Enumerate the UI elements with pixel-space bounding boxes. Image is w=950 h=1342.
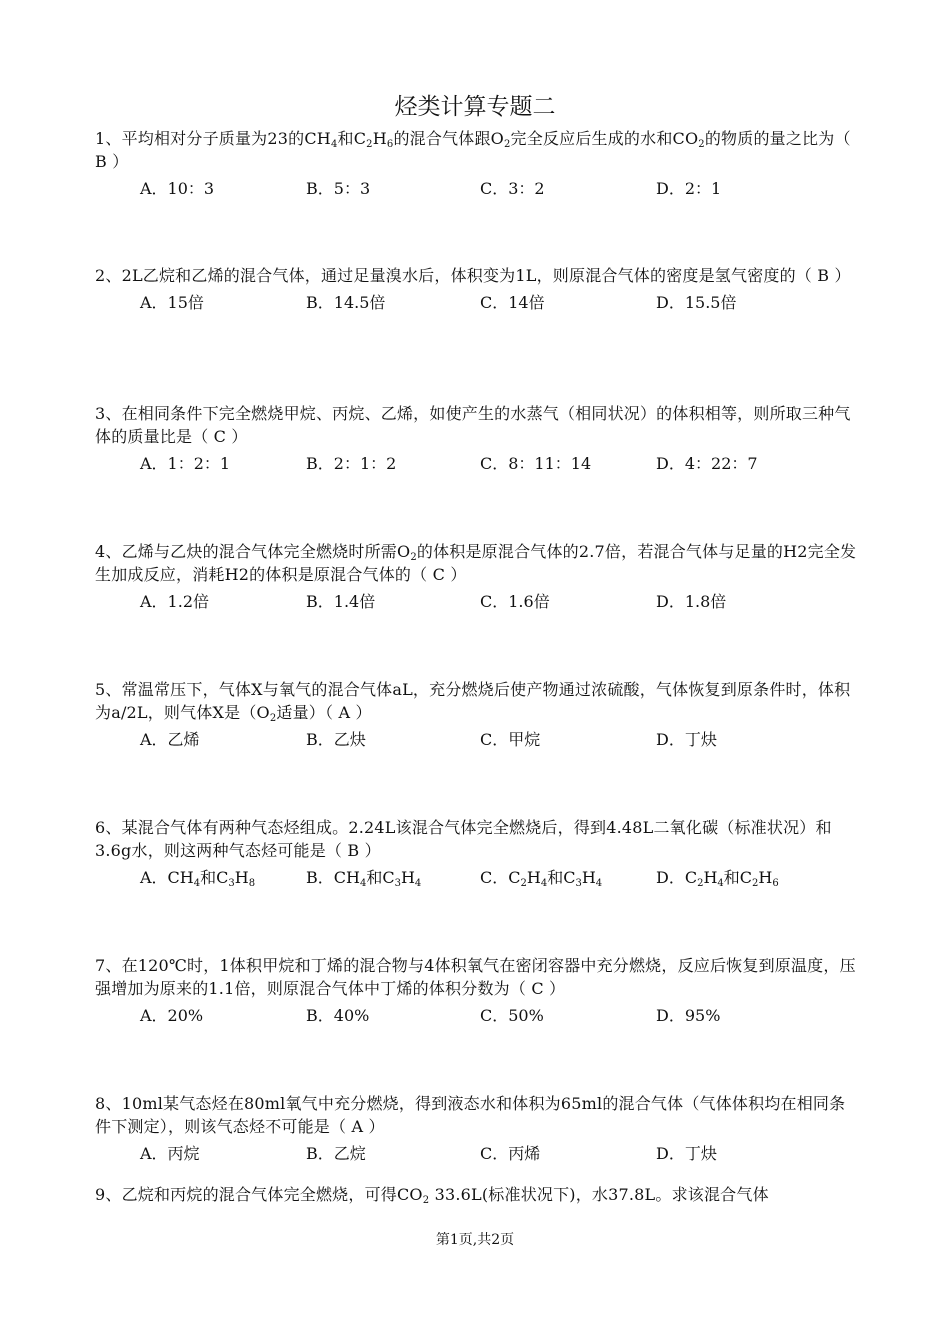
option-b: B．2：1：2 bbox=[306, 454, 397, 473]
page-footer: 第1页,共2页 bbox=[435, 1232, 515, 1248]
question-stem: 6、某混合气体有两种气态烃组成。2.24L该混合气体完全燃烧后，得到4.48L二氧化碳（标准状况）和3.6g水，则这两种气态烃可能是（ B ） bbox=[95, 818, 832, 860]
option-c: C．8：11：14 bbox=[480, 454, 592, 473]
option-b: B．5：3 bbox=[306, 179, 371, 198]
option-d: D．丁炔 bbox=[656, 1144, 717, 1163]
question-7 bbox=[95, 954, 860, 1026]
options-row bbox=[95, 174, 860, 199]
question-stem: 7、在120℃时，1体积甲烷和丁烯的混合物与4体积氧气在密闭容器中充分燃烧，反应后恢复到原温度，压强增加为原来的1.1倍，则原混合气体中丁烯的体积分数为（ C ） bbox=[95, 956, 856, 998]
option-a: A．1：2：1 bbox=[140, 454, 231, 473]
option-b: B．$CH_4$和$C_3H_4$ bbox=[306, 868, 422, 889]
question-8 bbox=[95, 1092, 860, 1164]
options-row bbox=[95, 863, 860, 888]
question-9 bbox=[95, 1183, 860, 1206]
question-2 bbox=[95, 264, 860, 313]
option-c: C．丙烯 bbox=[480, 1144, 541, 1163]
question-stem: 3、在相同条件下完全燃烧甲烷、丙烷、乙烯，如使产生的水蒸气（相同状况）的体积相等，则所取三种气体的质量比是（ C ） bbox=[95, 404, 851, 446]
options-row bbox=[95, 1139, 860, 1164]
question-stem: 8、10ml某气态烃在80ml氧气中充分燃烧，得到液态水和体积为65ml的混合气体（气体体积均在相同条件下测定），则该气态烃不可能是（ A ） bbox=[95, 1094, 846, 1136]
option-c: C．甲烷 bbox=[480, 730, 541, 749]
question-stem: 9、乙烷和丙烷的混合气体完全燃烧，可得$CO_2$ 33.6L(标准状况下)，水37.8L。求该混合气体 bbox=[95, 1185, 769, 1206]
option-a: A．丙烷 bbox=[140, 1144, 200, 1163]
option-c: C．$C_2H_4$和$C_3H_4$ bbox=[480, 868, 603, 889]
option-c: C．1.6倍 bbox=[480, 592, 550, 611]
option-c: C．14倍 bbox=[480, 293, 545, 312]
options-row bbox=[95, 449, 860, 474]
option-c: C．50% bbox=[480, 1006, 544, 1025]
question-1 bbox=[95, 127, 860, 199]
options-row bbox=[95, 725, 860, 750]
option-b: B．乙炔 bbox=[306, 730, 366, 749]
option-b: B．40% bbox=[306, 1006, 370, 1025]
option-b: B．1.4倍 bbox=[306, 592, 376, 611]
question-stem: 5、常温常压下，气体X与氧气的混合气体aL，充分燃烧后使产物通过浓硫酸，气体恢复到原条件时，体积为a/2L，则气体X是（$O_2$适量）（ A ） bbox=[95, 680, 851, 724]
question-3 bbox=[95, 402, 860, 474]
option-a: A．$CH_4$和$C_3H_8$ bbox=[140, 868, 256, 889]
option-d: D．1.8倍 bbox=[656, 592, 727, 611]
question-stem: 4、乙烯与乙炔的混合气体完全燃烧时所需$O_2$的体积是原混合气体的2.7倍，若混合气体与足量的H2完全发生加成反应，消耗H2的体积是原混合气体的（ C ） bbox=[95, 542, 857, 584]
page-title: 烃类计算专题二 bbox=[394, 94, 556, 120]
option-d: D．95% bbox=[656, 1006, 721, 1025]
question-stem: 2、2L乙烷和乙烯的混合气体，通过足量溴水后，体积变为1L，则原混合气体的密度是氢气密度的（ B ） bbox=[95, 266, 851, 285]
option-d: D．丁炔 bbox=[656, 730, 717, 749]
option-b: B．14.5倍 bbox=[306, 293, 386, 312]
option-a: A．乙烯 bbox=[140, 730, 200, 749]
question-5 bbox=[95, 678, 860, 750]
option-a: A．20% bbox=[140, 1006, 204, 1025]
option-d: D．15.5倍 bbox=[656, 293, 737, 312]
option-a: A．15倍 bbox=[140, 293, 204, 312]
question-4 bbox=[95, 540, 860, 612]
option-a: A．1.2倍 bbox=[140, 592, 210, 611]
question-stem: 1、平均相对分子质量为23的$CH_4$和$C_2H_6$的混合气体跟$O_2$完全反应后生成的水和$CO_2$的物质的量之比为（ B ） bbox=[95, 129, 851, 171]
option-d: D．2：1 bbox=[656, 179, 722, 198]
option-d: D．$C_2H_4$和$C_2H_6$ bbox=[656, 868, 779, 889]
option-b: B．乙烷 bbox=[306, 1144, 366, 1163]
option-a: A．10：3 bbox=[140, 179, 215, 198]
option-c: C．3：2 bbox=[480, 179, 545, 198]
option-d: D．4：22：7 bbox=[656, 454, 758, 473]
question-6 bbox=[95, 816, 860, 888]
options-row bbox=[95, 288, 860, 313]
options-row bbox=[95, 587, 860, 612]
options-row bbox=[95, 1001, 860, 1026]
